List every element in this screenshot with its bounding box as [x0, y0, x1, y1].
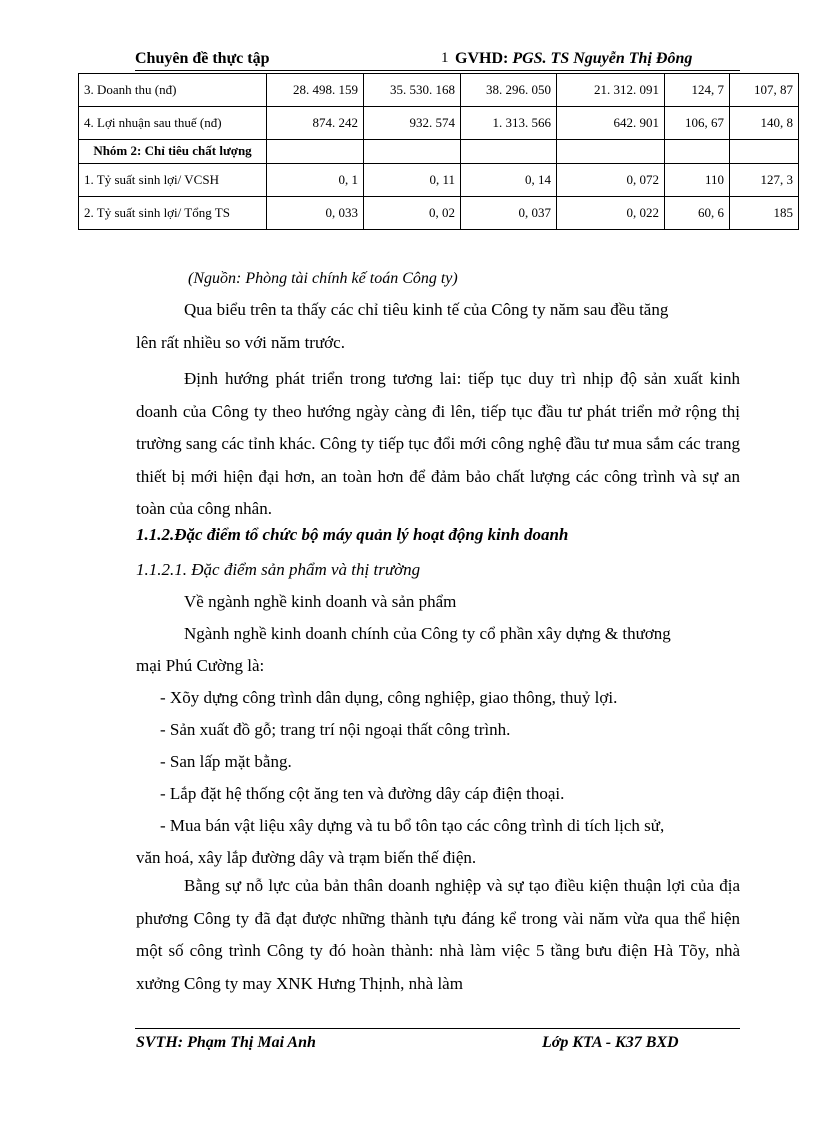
page-header: [135, 50, 740, 72]
table-cell: 0, 022: [557, 197, 665, 230]
page-number: 1: [441, 50, 449, 66]
footer-student: SVTH: Phạm Thị Mai Anh: [136, 1034, 316, 1051]
table-cell: 0, 033: [267, 197, 364, 230]
section-heading: 1.1.2.Đặc điểm tổ chức bộ máy quản lý hoạt động kinh doanh: [136, 525, 569, 544]
table-cell-empty: [364, 140, 461, 164]
paragraph-4-line-1: Ngành nghề kinh doanh chính của Công ty cổ phần xây dựng & thương: [184, 624, 671, 643]
table-cell: 0, 02: [364, 197, 461, 230]
row-label: 2. Tỷ suất sinh lợi/ Tổng TS: [79, 197, 267, 230]
group-label: Nhóm 2: Chỉ tiêu chất lượng: [79, 140, 267, 164]
bullet-item: - San lấp mặt bằng.: [160, 752, 292, 771]
table-cell-empty: [557, 140, 665, 164]
footer-class: Lớp KTA - K37 BXD: [542, 1034, 679, 1051]
table-cell-empty: [730, 140, 799, 164]
bullet-item: - Sản xuất đồ gỗ; trang trí nội ngoại thất công trình.: [160, 720, 511, 739]
table-cell: 38. 296. 050: [461, 74, 557, 107]
table-row: [79, 74, 799, 107]
table-row: [79, 107, 799, 140]
bullet-item-line-2: văn hoá, xây lắp đường dây và trạm biến thế điện.: [136, 848, 477, 867]
header-advisor-prefix: GVHD:: [455, 50, 513, 67]
header-advisor: [455, 50, 692, 68]
table-row: [79, 164, 799, 197]
table-cell: 124, 7: [665, 74, 730, 107]
table-cell: 0, 072: [557, 164, 665, 197]
table-cell: 107, 87: [730, 74, 799, 107]
paragraph-4-line-2: mại Phú Cường là:: [136, 656, 265, 675]
table-cell: 60, 6: [665, 197, 730, 230]
paragraph-5: [136, 870, 740, 1000]
bullet-item: - Lắp đặt hệ thống cột ăng ten và đường dây cáp điện thoại.: [160, 784, 565, 803]
header-rule: [135, 70, 740, 71]
table-cell: 0, 11: [364, 164, 461, 197]
paragraph-5-text: Bằng sự nỗ lực của bản thân doanh nghiệp và sự tạo điều kiện thuận lợi của địa phương Công ty đã đạt được những thành tựu đáng kể trong vài năm vừa qua thể hiện một số công trình Công ty đó hoàn thành: nhà làm việc 5 tầng bưu điện Hà Tõy, nhà xưởng Công ty may XNK Hưng Thịnh, nhà làm: [136, 876, 740, 993]
table-cell: 0, 037: [461, 197, 557, 230]
table-cell: 35. 530. 168: [364, 74, 461, 107]
header-advisor-name: PGS. TS Nguyễn Thị Đông: [512, 50, 693, 67]
table-cell: 0, 14: [461, 164, 557, 197]
table-cell: 1. 313. 566: [461, 107, 557, 140]
table-row-group: [79, 140, 799, 164]
table-cell-empty: [461, 140, 557, 164]
table-cell: 21. 312. 091: [557, 74, 665, 107]
table-cell: 140, 8: [730, 107, 799, 140]
row-label: 3. Doanh thu (nđ): [79, 74, 267, 107]
footer-rule: [135, 1028, 740, 1029]
paragraph-2-text: Định hướng phát triển trong tương lai: tiếp tục duy trì nhịp độ sản xuất kinh doanh của Công ty theo hướng ngày càng đi lên, tiếp tục đầu tư phát triển mở rộng thị trường sang các tỉnh khác. Công ty tiếp tục đổi mới công nghệ đầu tư mua sắm các trang thiết bị mới hiện đại hơn, an toàn hơn để đảm bảo chất lượng các công trình và sự an toàn của công nhân.: [136, 369, 740, 518]
table-cell: 28. 498. 159: [267, 74, 364, 107]
paragraph-1-line-1: Qua biểu trên ta thấy các chỉ tiêu kinh tế của Công ty năm sau đều tăng: [184, 300, 669, 319]
header-title: Chuyên đề thực tập: [135, 50, 270, 67]
table-cell: 932. 574: [364, 107, 461, 140]
row-label: 1. Tỷ suất sinh lợi/ VCSH: [79, 164, 267, 197]
table-cell: 642. 901: [557, 107, 665, 140]
paragraph-2: [136, 363, 740, 526]
paragraph-1-line-2: lên rất nhiều so với năm trước.: [136, 333, 345, 352]
table-cell: 106, 67: [665, 107, 730, 140]
subsection-heading: 1.1.2.1. Đặc điểm sản phẩm và thị trường: [136, 560, 421, 579]
table-cell: 127, 3: [730, 164, 799, 197]
indicator-table: [78, 73, 799, 230]
bullet-item: - Xõy dựng công trình dân dụng, công nghiệp, giao thông, thuỷ lợi.: [160, 688, 618, 707]
table-cell-empty: [665, 140, 730, 164]
table-cell: 0, 1: [267, 164, 364, 197]
table-row: [79, 197, 799, 230]
row-label: 4. Lợi nhuận sau thuế (nđ): [79, 107, 267, 140]
table-cell-empty: [267, 140, 364, 164]
paragraph-3: Về ngành nghề kinh doanh và sản phẩm: [184, 592, 457, 611]
table-cell: 185: [730, 197, 799, 230]
table-cell: 110: [665, 164, 730, 197]
bullet-item-line-1: - Mua bán vật liệu xây dựng và tu bổ tôn tạo các công trình di tích lịch sử,: [160, 816, 665, 835]
table-cell: 874. 242: [267, 107, 364, 140]
source-note: (Nguồn: Phòng tài chính kế toán Công ty): [188, 270, 458, 287]
